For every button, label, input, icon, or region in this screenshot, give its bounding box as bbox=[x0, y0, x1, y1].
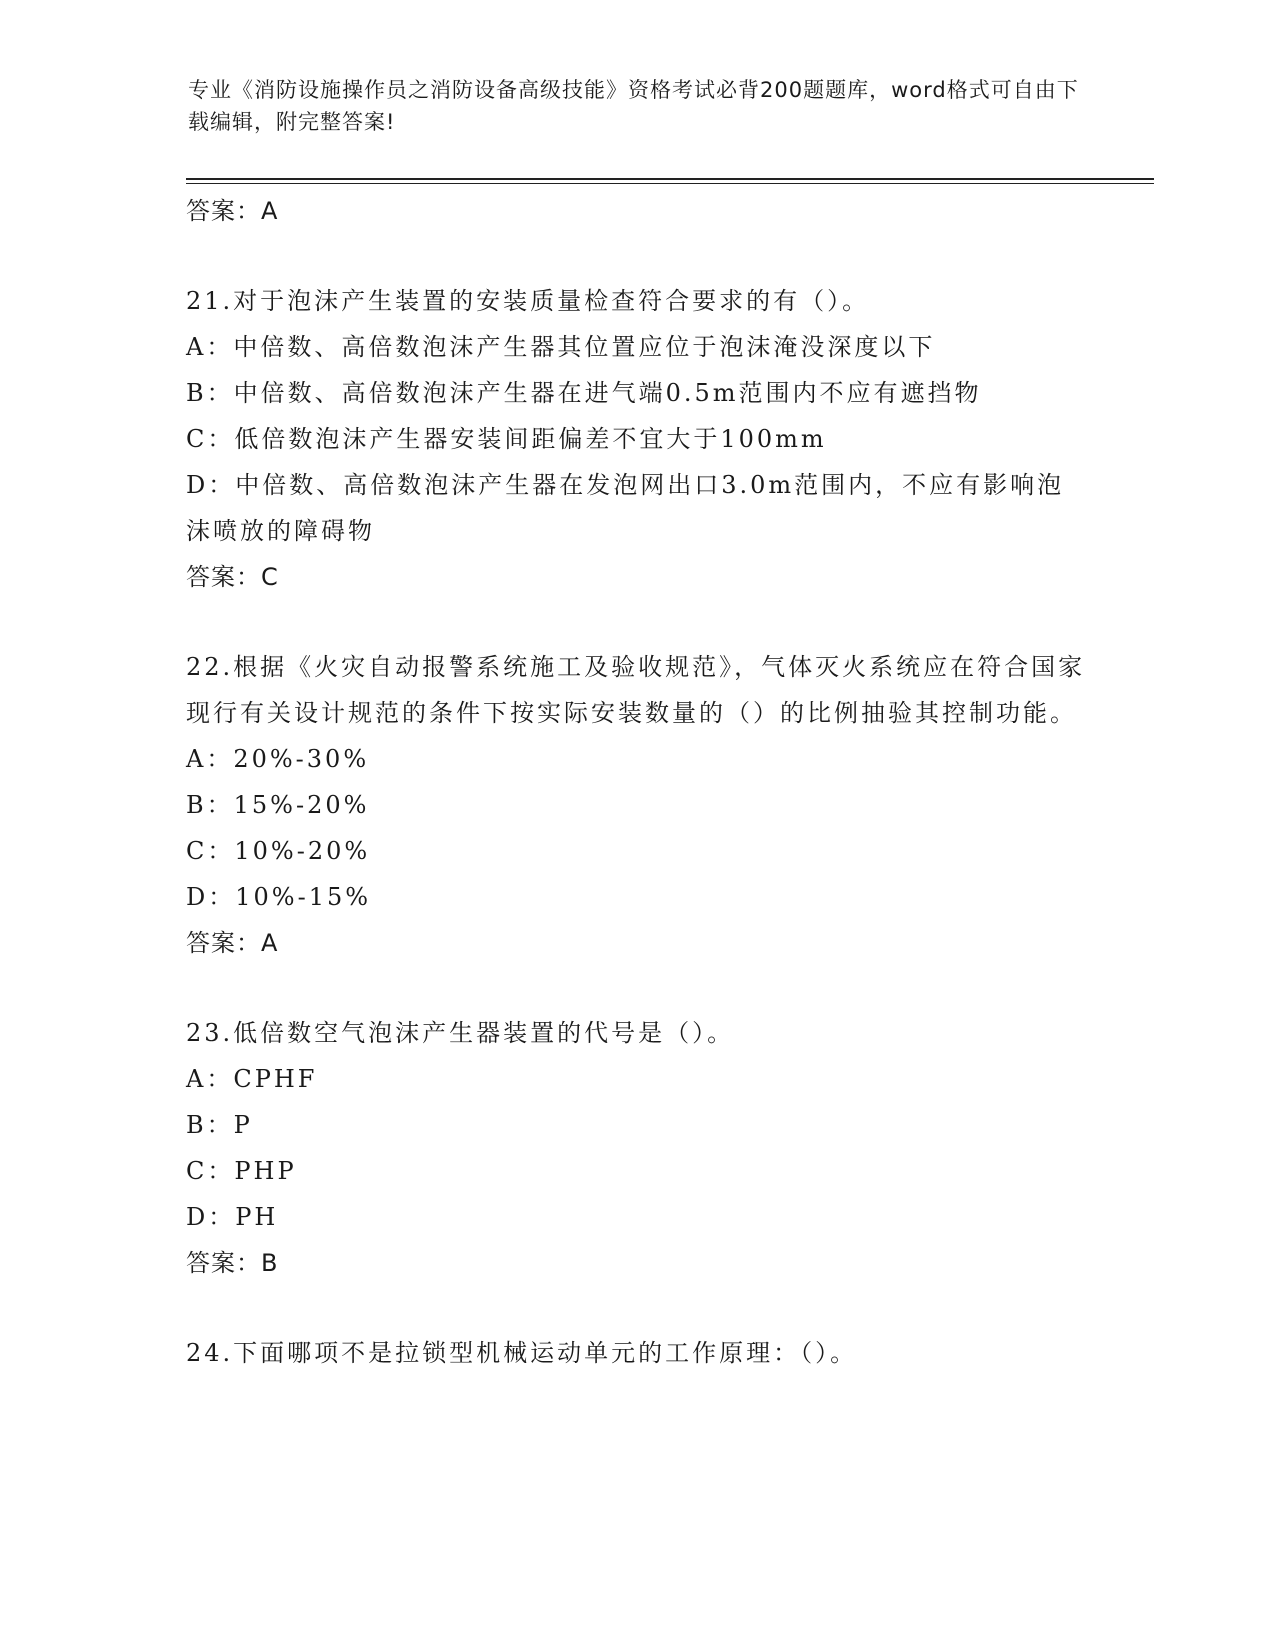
document-header: 专业《消防设施操作员之消防设备高级技能》资格考试必背200题题库，word格式可自由下载编辑，附完整答案! bbox=[188, 78, 1079, 134]
option-d: D：PH bbox=[186, 1203, 279, 1231]
answer-line: 答案：A bbox=[186, 929, 279, 957]
option-a: A：20%-30% bbox=[186, 745, 370, 773]
question-stem: 22.根据《火灾自动报警系统施工及验收规范》，气体灭火系统应在符合国家现行有关设计规范的条件下按实际安装数量的（）的比例抽验其控制功能。 bbox=[186, 653, 1086, 727]
option-c: C：PHP bbox=[186, 1157, 297, 1185]
answer-line: 答案：C bbox=[186, 563, 279, 591]
question-stem: 21.对于泡沫产生装置的安装质量检查符合要求的有（）。 bbox=[186, 287, 870, 315]
question-21 bbox=[186, 278, 1086, 600]
option-b: B：15%-20% bbox=[186, 791, 370, 819]
option-d: D：中倍数、高倍数泡沫产生器在发泡网出口3.0m范围内，不应有影响泡沫喷放的障碍物 bbox=[186, 471, 1065, 545]
previous-answer: 答案：A bbox=[186, 197, 279, 225]
question-stem: 24.下面哪项不是拉锁型机械运动单元的工作原理：（）。 bbox=[186, 1339, 858, 1367]
answer-line: 答案：B bbox=[186, 1249, 279, 1277]
question-22 bbox=[186, 644, 1086, 966]
header-divider-thick bbox=[186, 178, 1154, 180]
option-b: B：P bbox=[186, 1111, 253, 1139]
option-b: B：中倍数、高倍数泡沫产生器在进气端0.5m范围内不应有遮挡物 bbox=[186, 379, 982, 407]
option-a: A：CPHF bbox=[186, 1065, 318, 1093]
question-23 bbox=[186, 1010, 1086, 1286]
question-24 bbox=[186, 1330, 1086, 1376]
question-list bbox=[186, 188, 1086, 1376]
option-c: C：10%-20% bbox=[186, 837, 371, 865]
question-stem: 23.低倍数空气泡沫产生器装置的代号是（）。 bbox=[186, 1019, 735, 1047]
option-d: D：10%-15% bbox=[186, 883, 372, 911]
option-a: A：中倍数、高倍数泡沫产生器其位置应位于泡沫淹没深度以下 bbox=[186, 333, 936, 361]
option-c: C：低倍数泡沫产生器安装间距偏差不宜大于100mm bbox=[186, 425, 827, 453]
header-divider-thin bbox=[186, 183, 1154, 184]
